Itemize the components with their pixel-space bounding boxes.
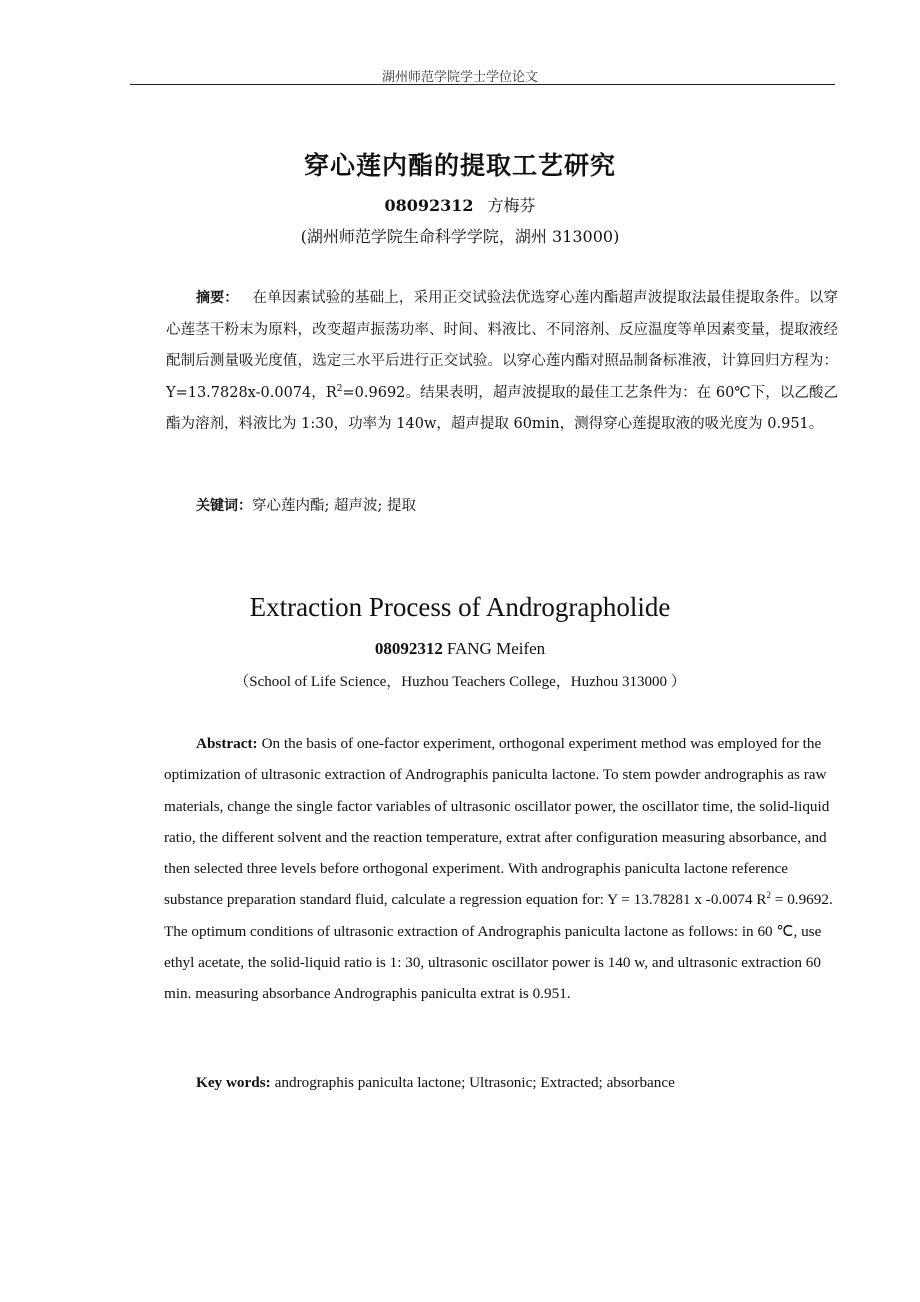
chinese-title: 穿心莲内酯的提取工艺研究 [303,151,616,180]
chinese-abstract-label: 摘要： [196,290,239,306]
english-abstract-text-1: On the basis of one-factor experiment, orthogonal experiment method was employed for the optimization of ultrasonic extraction of Andrographis paniculta lactone. To stem powder andrographis as raw materials, change the single factor variables of ultrasonic oscillator power, the oscillator time, the solid-liquid ratio, the different solvent and the reaction temperature, extrat after configuration measuring absorbance, and then selected three levels before orthogonal experiment. With andrographis paniculta lactone reference substance preparation standard fluid, calculate a regression equation for: Y = 13.78281 x -0.0074 R [164,735,830,909]
english-abstract-text-2: = 0.9692. The optimum conditions of ultrasonic extraction of Andrographis paniculta lactone as follows: in 60 ℃, use ethyl acetate, the solid-liquid ratio is 1: 30, ultrasonic oscillator power is 140 w, and ultrasonic extraction 60 min. measuring absorbance Andrographis paniculta extrat is 0.951. [164,891,833,1003]
chinese-abstract-text-2: =0.9692。结果表明，超声波提取的最佳工艺条件为：在 60℃下，以乙酸乙酯为溶剂，料液比为 1:30，功率为 140w，超声提取 60min，测得穿心莲提取液的吸光度为 0.951。 [166,384,838,432]
chinese-abstract [166,283,838,441]
chinese-keywords-label: 关键词： [196,498,252,514]
chinese-author-line [0,193,920,216]
english-keywords-label: Key words: [196,1074,271,1091]
english-keywords-text: andrographis paniculta lactone; Ultrasonic; Extracted; absorbance [274,1074,675,1091]
english-abstract-superscript: 2 [766,890,772,901]
chinese-keywords [196,494,416,515]
english-abstract-label: Abstract: [196,735,258,752]
chinese-author-name: 方梅芬 [487,196,536,215]
chinese-student-id: 08092312 [384,196,474,215]
english-author-line [0,639,920,659]
english-author-name: FANG Meifen [446,639,546,658]
english-affiliation: （School of Life Science，Huzhou Teachers College，Huzhou 313000 ） [234,674,686,690]
chinese-affiliation: (湖州师范学院生命科学学院，湖州 313000) [300,227,620,246]
english-abstract [164,728,838,1010]
chinese-abstract-superscript: 2 [336,383,343,394]
chinese-abstract-text-1: 在单因素试验的基础上，采用正交试验法优选穿心莲内酯超声波提取法最佳提取条件。以穿心莲茎干粉末为原料，改变超声振荡功率、时间、料液比、不同溶剂、反应温度等单因素变量，提取液经配制后测量吸光度值，选定三水平后进行正交试验。以穿心莲内酯对照品制备标准液，计算回归方程为：Y=13.7828x-0.0074，R [166,290,839,401]
header-rule [130,84,835,85]
chinese-keywords-text: 穿心莲内酯; 超声波; 提取 [252,498,416,514]
english-student-id: 08092312 [374,639,443,658]
running-header: 湖州师范学院学士学位论文 [381,70,538,85]
english-keywords [196,1074,675,1092]
english-title: Extraction Process of Andrographolide [249,592,671,622]
